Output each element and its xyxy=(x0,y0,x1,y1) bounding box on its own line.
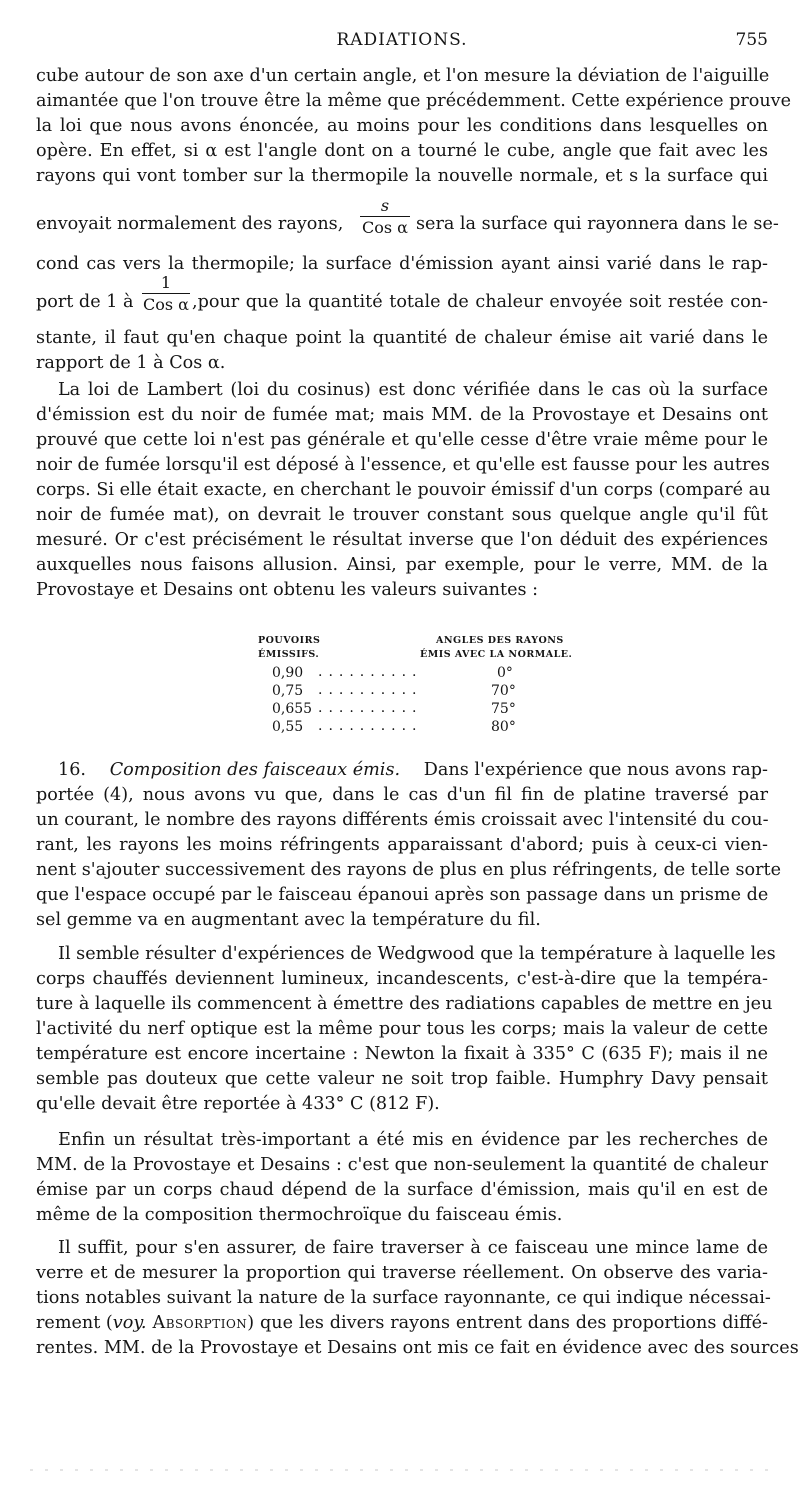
running-header xyxy=(36,30,768,56)
fraction-denominator: Cos α xyxy=(362,218,408,237)
text-line: corps. Si elle était exacte, en cherchant le pouvoir émissif d'un corps (comparé au xyxy=(36,480,771,500)
text-line: Provostaye et Desains ont obtenu les valeurs suivantes : xyxy=(36,580,539,600)
table-cell-emissive: 0,55 xyxy=(272,719,304,735)
text-line-part: envoyait normalement des rayons, xyxy=(36,214,344,234)
fraction-bar xyxy=(142,293,190,294)
text-line-part: ) que les divers rayons entrent dans des proportions diffé- xyxy=(247,1313,768,1333)
leader-dots: .......... xyxy=(318,682,423,698)
table-header-emissive xyxy=(258,634,320,662)
text-line: Il semble résulter d'expériences de Wedgwood que la température à laquelle les xyxy=(58,944,776,964)
fraction-s-over-cos-alpha xyxy=(360,196,410,237)
cross-reference-absorption: Absorption xyxy=(152,1313,248,1333)
text-line: cond cas vers la thermopile; la surface d'émission ayant ainsi varié dans le rap- xyxy=(36,254,768,274)
text-line: noir de fumée mat), on devrait le trouver constant sous quelque angle qu'il fût xyxy=(36,505,768,525)
text-line: température est encore incertaine : Newton la fixait à 335° C (635 F); mais il ne xyxy=(36,1044,768,1064)
text-line: sel gemme va en augmentant avec la température du fil. xyxy=(36,910,541,930)
table-cell-angle: 70° xyxy=(491,683,516,699)
text-line: corps chauffés deviennent lumineux, incandescents, c'est-à-dire que la tempéra- xyxy=(36,969,768,989)
text-line: Enfin un résultat très-important a été mis en évidence par les recherches de xyxy=(58,1130,768,1150)
text-line: rentes. MM. de la Provostaye et Desains ont mis ce fait en évidence avec des sources xyxy=(36,1338,799,1358)
text-line: émise par un corps chaud dépend de la surface d'émission, mais qu'il en est de xyxy=(36,1180,768,1200)
table-header-angles xyxy=(420,634,572,662)
text-line: aimantée que l'on trouve être la même que précédemment. Cette expérience prouve xyxy=(36,91,792,111)
table-cell-emissive: 0,90 xyxy=(272,665,304,681)
table-cell-emissive: 0,655 xyxy=(272,701,313,717)
table-cell-angle: 0° xyxy=(497,665,513,681)
fraction-denominator: Cos α xyxy=(143,295,189,314)
text-line-part: ,pour que la quantité totale de chaleur envoyée soit restée con- xyxy=(192,292,768,312)
text-line: rayons qui vont tomber sur la thermopile la nouvelle normale, et s la surface qui xyxy=(36,166,768,186)
text-line: la loi que nous avons énoncée, au moins pour les conditions dans lesquelles on xyxy=(36,116,768,136)
text-line: opère. En effet, si α est l'angle dont on a tourné le cube, angle que fait avec les xyxy=(36,141,768,161)
table-cell-angle: 80° xyxy=(491,719,516,735)
text-line: verre et de mesurer la proportion qui traverse réellement. On observe des varia- xyxy=(36,1263,768,1283)
text-line: MM. de la Provostaye et Desains : c'est que non-seulement la quantité de chaleur xyxy=(36,1155,768,1175)
fraction-bar xyxy=(360,216,410,217)
text-line: tions notables suivant la nature de la surface rayonnante, ce qui indique nécessai- xyxy=(36,1288,771,1308)
text-line-part: sera la surface qui rayonnera dans le se- xyxy=(416,214,779,234)
text-line: prouvé que cette loi n'est pas générale et qu'elle cesse d'être vraie même pour le xyxy=(36,430,768,450)
leader-dots: .......... xyxy=(318,664,423,680)
text-line: l'activité du nerf optique est la même pour tous les corps; mais la valeur de cette xyxy=(36,1019,768,1039)
section-heading-line xyxy=(58,758,768,783)
text-line: mesuré. Or c'est précisément le résultat inverse que l'on déduit des expériences xyxy=(36,530,768,550)
text-line xyxy=(36,1311,768,1336)
text-line: Il suffit, pour s'en assurer, de faire traverser à ce faisceau une mince lame de xyxy=(58,1238,768,1258)
fraction-numerator: 1 xyxy=(160,273,172,292)
text-line-part: Dans l'expérience que nous avons rap- xyxy=(423,760,768,780)
scan-noise xyxy=(30,1468,770,1472)
text-line: même de la composition thermochroïque du faisceau émis. xyxy=(36,1205,563,1225)
text-line: qu'elle devait être reportée à 433° C (812 F). xyxy=(36,1094,440,1114)
text-line: rant, les rayons les moins réfringents apparaissant d'abord; puis à ceux-ci vien- xyxy=(36,835,768,855)
text-line: noir de fumée lorsqu'il est déposé à l'essence, et qu'elle est fausse pour les autres xyxy=(36,455,770,475)
text-line: auxquelles nous faisons allusion. Ainsi, par exemple, pour le verre, MM. de la xyxy=(36,555,768,575)
table-cell-emissive: 0,75 xyxy=(272,683,304,699)
text-line: un courant, le nombre des rayons différents émis croissait avec l'intensité du cou- xyxy=(36,810,769,830)
page-number: 755 xyxy=(735,30,768,50)
table-cell-angle: 75° xyxy=(491,701,516,717)
fraction-1-over-cos-alpha xyxy=(142,273,190,314)
leader-dots: .......... xyxy=(318,700,423,716)
text-line: cube autour de son axe d'un certain angle, et l'on mesure la déviation de l'aiguille xyxy=(36,66,770,86)
text-line-part: rement ( xyxy=(36,1313,113,1333)
text-line: stante, il faut qu'en chaque point la quantité de chaleur émise ait varié dans le xyxy=(36,328,768,348)
header-line: ÉMISSIFS. xyxy=(258,649,320,660)
text-line: d'émission est du noir de fumée mat; mais MM. de la Provostaye et Desains ont xyxy=(36,405,768,425)
text-line: rapport de 1 à Cos α. xyxy=(36,353,226,373)
text-line: nent s'ajouter successivement des rayons de plus en plus réfringents, de telle sorte xyxy=(36,860,782,880)
italic-voy: voy. xyxy=(112,1313,147,1333)
text-line: que l'espace occupé par le faisceau épanoui après son passage dans un prisme de xyxy=(36,885,769,905)
header-line: POUVOIRS xyxy=(258,635,321,646)
text-line: ture à laquelle ils commencent à émettre des radiations capables de mettre en jeu xyxy=(36,994,773,1014)
text-line: semble pas douteux que cette valeur ne soit trop faible. Humphry Davy pensait xyxy=(36,1069,768,1089)
text-line: La loi de Lambert (loi du cosinus) est donc vérifiée dans le cas où la surface xyxy=(58,380,768,400)
running-title: RADIATIONS. xyxy=(336,30,468,50)
header-line: ANGLES DES RAYONS xyxy=(436,635,564,646)
section-number: 16. xyxy=(58,760,86,780)
section-title: Composition des faisceaux émis. xyxy=(109,760,401,780)
text-line: portée (4), nous avons vu que, dans le cas d'un fil fin de platine traversé par xyxy=(36,785,768,805)
fraction-numerator: s xyxy=(380,196,390,215)
leader-dots: .......... xyxy=(318,718,423,734)
header-line: ÉMIS AVEC LA NORMALE. xyxy=(420,649,573,660)
text-line-part: port de 1 à xyxy=(36,292,134,312)
